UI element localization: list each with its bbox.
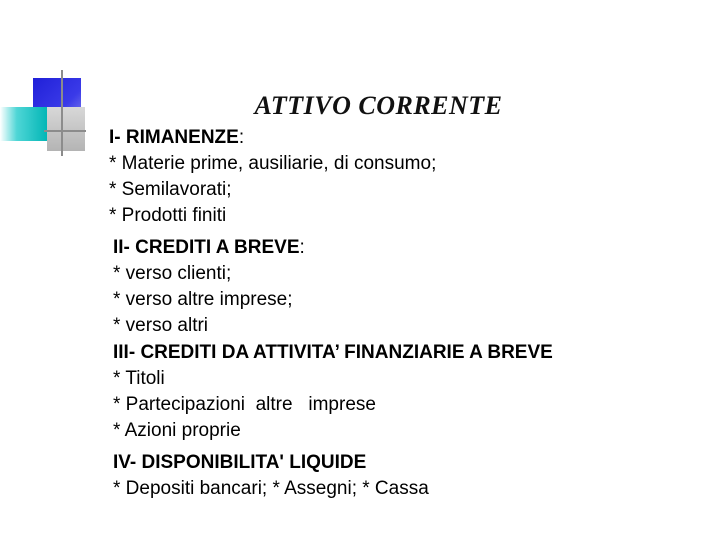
horizontal-line-decoration — [44, 130, 86, 132]
section-crediti-a-breve — [113, 235, 305, 339]
heading-text: I- RIMANENZE — [109, 127, 239, 148]
list-item: * verso altre imprese; — [113, 289, 293, 310]
list-item: * Azioni proprie — [113, 420, 241, 441]
heading-suffix: : — [238, 127, 245, 148]
list-item: * Materie prime, ausiliarie, di consumo; — [109, 153, 437, 174]
list-item: * Semilavorati; — [109, 179, 232, 200]
heading-suffix: : — [299, 237, 305, 258]
slide-title: ATTIVO CORRENTE — [254, 91, 503, 120]
section-crediti-attivita-finanziarie — [113, 340, 553, 444]
section-rimanenze — [109, 125, 436, 229]
list-item: * verso altri — [113, 315, 209, 336]
heading-text: III- CREDITI DA ATTIVITA’ FINANZIARIE A BREVE — [113, 342, 553, 363]
list-item: * Prodotti finiti — [109, 205, 227, 226]
list-item: * verso clienti; — [113, 263, 232, 284]
section-heading — [113, 235, 305, 261]
list-item: * Partecipazioni altre imprese — [113, 394, 376, 415]
section-disponibilita-liquide — [113, 450, 429, 502]
section-heading — [113, 450, 429, 476]
heading-text: II- CREDITI A BREVE — [113, 237, 300, 258]
list-item: * Depositi bancari; * Assegni; * Cassa — [113, 478, 429, 499]
section-heading — [109, 125, 436, 151]
decorative-squares-graphic — [0, 0, 100, 160]
heading-text: IV- DISPONIBILITA' LIQUIDE — [113, 452, 367, 473]
list-item: * Titoli — [113, 368, 165, 389]
section-heading — [113, 340, 553, 366]
